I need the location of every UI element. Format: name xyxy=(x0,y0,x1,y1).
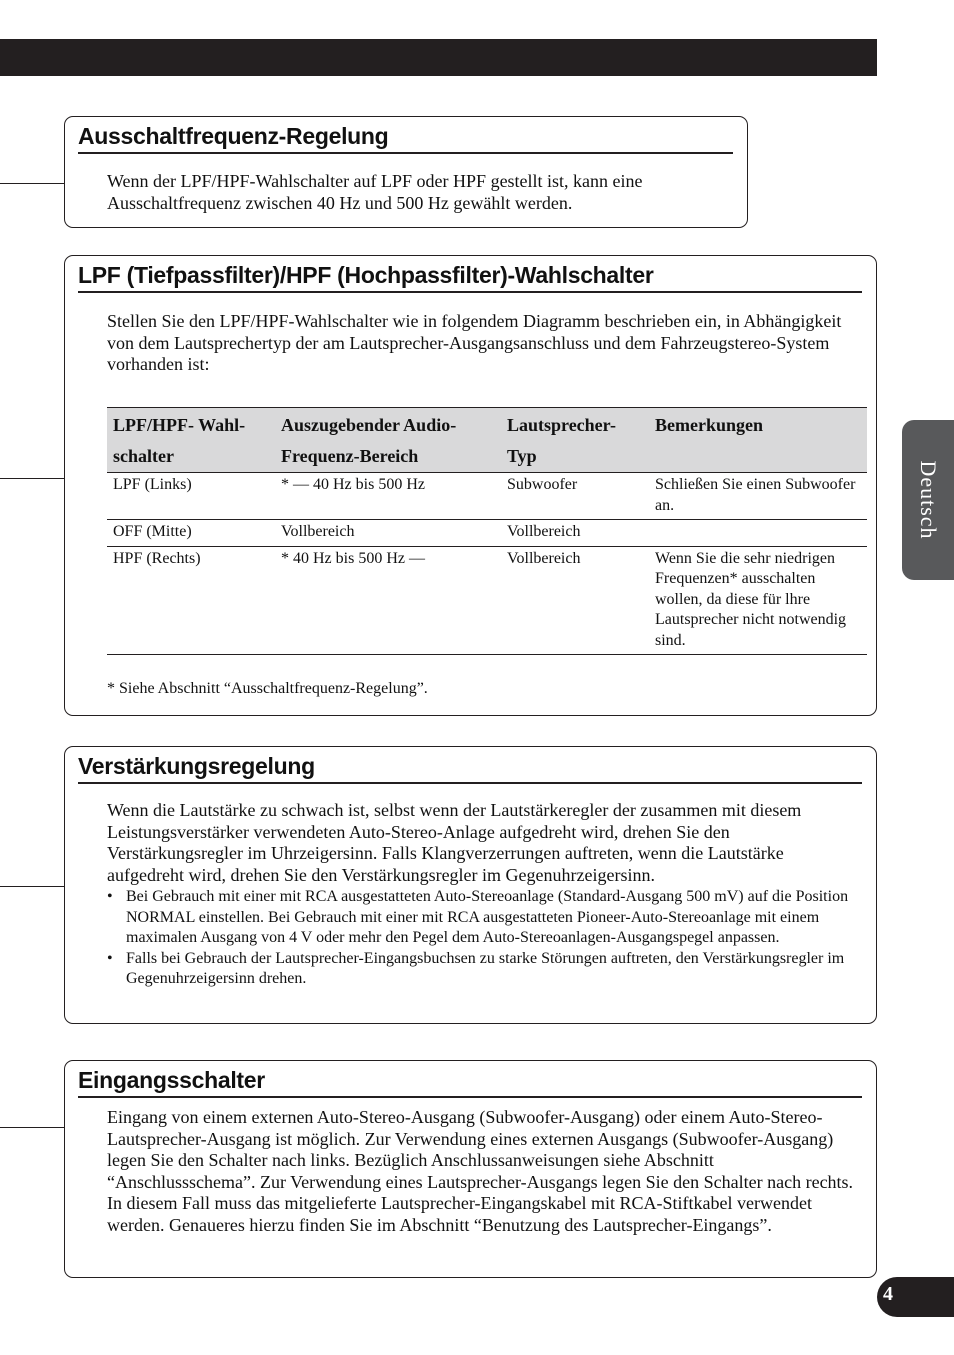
section-body: Wenn der LPF/HPF-Wahlschalter auf LPF oder HPF gestellt ist, kann eine Ausschaltfrequenz zwischen 40 Hz und 500 Hz gewählt werden. xyxy=(107,171,643,213)
section-body: Eingang von einem externen Auto-Stereo-Ausgang (Subwoofer-Ausgang) oder einem Auto-Stereo-Lautsprecher-Ausgang ist möglich. Zur Verwendung eines externen Ausgangs (Subwoofer-Ausgang) legen Sie den Schalter nach links. Bezüglich Anschlussanweisungen siehe Abschnitt “Anschlussschema”. Zur Verwendung eines Lautsprecher-Ausgangs legen Sie den Schalter nach rechts. In diesem Fall muss das mitgelieferte Lautsprecher-Eingangskabel mit RCA-Stiftkabel verwendet werden. Genaueres hierzu finden Sie im Abschnitt “Benutzung des Lautsprecher-Eingangs”. xyxy=(107,1107,854,1235)
list-item-text: Bei Gebrauch mit einer mit RCA ausgestatteten Auto-Stereoanlage (Standard-Ausgang 500 mV) auf die Position NORMAL einstellen. Bei Gebrauch mit einer mit RCA ausgestatteten Pioneer-Auto-Stereoanlage mit einem maximalen Ausgang von 4 V oder mehr den Pegel dem Auto-Stereoanlagen-Ausgangspegel anpassen. xyxy=(126,888,849,946)
language-tab-label: Deutsch xyxy=(916,460,941,540)
list-item xyxy=(107,949,864,990)
bullet-icon: • xyxy=(107,949,113,967)
table-cell: LPF (Links) xyxy=(107,473,275,520)
column-header: Lautsprecher-Typ xyxy=(501,408,649,473)
table-cell: * — 40 Hz bis 500 Hz xyxy=(275,473,501,520)
section-body: Stellen Sie den LPF/HPF-Wahlschalter wie in folgendem Diagramm beschrieben ein, in Abhängigkeit von dem Lautsprechertyp der am Lautsprecher-Ausgangsanschluss und dem Fahrzeugstereo-System vorhanden ist: xyxy=(107,311,842,374)
settings-table xyxy=(107,407,867,655)
list-item xyxy=(107,887,864,949)
table-cell xyxy=(649,520,867,547)
column-header: Auszugebender Audio-Frequenz-Bereich xyxy=(275,408,501,473)
bullet-icon: • xyxy=(107,888,113,905)
table-cell: Vollbereich xyxy=(501,520,649,547)
list-item-text: Falls bei Gebrauch der Lautsprecher-Eingangsbuchsen zu starke Störungen auftreten, den Verstärkungsregler im Gegenuhrzeigersinn drehen. xyxy=(126,949,845,987)
table-footnote: * Siehe Abschnitt “Ausschaltfrequenz-Regelung”. xyxy=(107,680,428,697)
section-eingangsschalter xyxy=(64,1060,877,1278)
margin-tick xyxy=(0,183,64,184)
column-header: Bemerkungen xyxy=(649,408,867,473)
table-cell: * 40 Hz bis 500 Hz — xyxy=(275,546,501,655)
table-cell: Vollbereich xyxy=(275,520,501,547)
section-title: LPF (Tiefpassfilter)/HPF (Hochpassfilter)-Wahlschalter xyxy=(78,261,862,293)
table-cell: Wenn Sie die sehr niedrigen Frequenzen* ausschalten wollen, da diese für lhre Lautsprecher nicht notwendig sind. xyxy=(649,546,867,655)
column-header: LPF/HPF- Wahl-schalter xyxy=(107,408,275,473)
section-ausschaltfrequenz xyxy=(64,116,748,228)
page-number-badge xyxy=(877,1277,954,1317)
table-row xyxy=(107,473,867,520)
bullet-list xyxy=(107,887,864,990)
table-cell: Vollbereich xyxy=(501,546,649,655)
section-body: Wenn die Lautstärke zu schwach ist, selbst wenn der Lautstärkeregler der zusammen mit diesem Leistungsverstärker verwendeten Auto-Stereo-Anlage aufgedreht wird, drehen Sie den Verstärkungsregler im Uhrzeigersinn. Falls Klangverzerrungen auftreten, wenn die Lautstärke aufgedreht wird, drehen Sie den Verstärkungsregler im Gegenuhrzeigersinn. xyxy=(107,800,802,885)
section-title: Ausschaltfrequenz-Regelung xyxy=(78,122,733,154)
table-cell: HPF (Rechts) xyxy=(107,546,275,655)
header-bar xyxy=(0,39,877,76)
section-wahlschalter xyxy=(64,255,877,716)
margin-tick xyxy=(0,1127,64,1128)
table-cell: OFF (Mitte) xyxy=(107,520,275,547)
table-cell: Subwoofer xyxy=(501,473,649,520)
table-row xyxy=(107,520,867,547)
section-verstaerkungsregelung xyxy=(64,746,877,1024)
table-header-row xyxy=(107,408,867,473)
section-title: Eingangsschalter xyxy=(78,1066,862,1098)
language-tab xyxy=(902,420,954,580)
margin-tick xyxy=(0,886,64,887)
page-number: 4 xyxy=(883,1283,893,1305)
margin-tick xyxy=(0,478,64,479)
table-cell: Schließen Sie einen Subwoofer an. xyxy=(649,473,867,520)
section-title: Verstärkungsregelung xyxy=(78,752,862,784)
table-row xyxy=(107,546,867,655)
